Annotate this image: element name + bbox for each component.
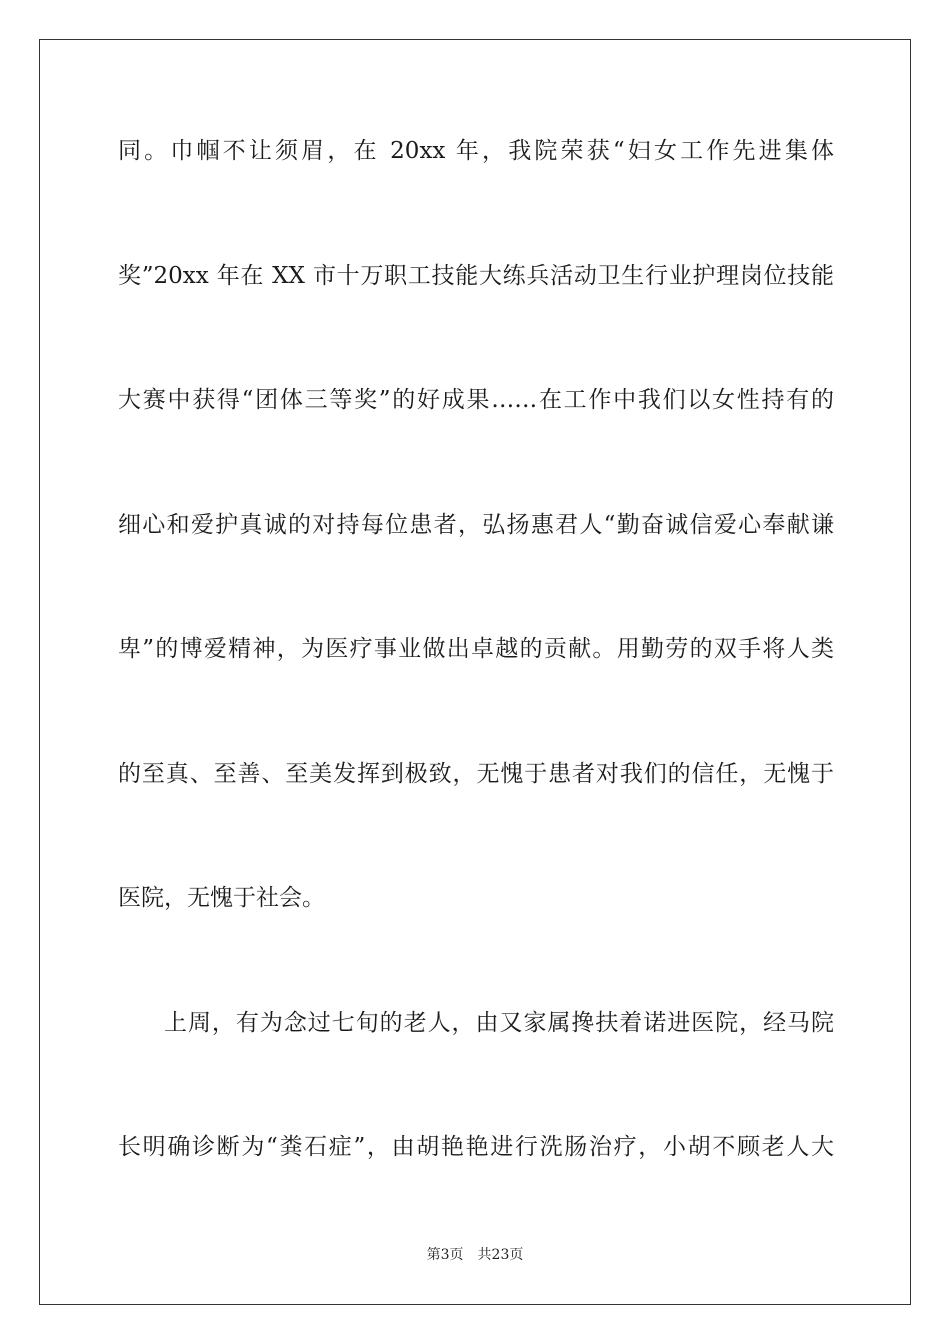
body-line-1: 同。巾帼不让须眉，在 20xx 年，我院荣获“妇女工作先进集体	[118, 138, 834, 164]
body-line-4: 细心和爱护真诚的对持每位患者，弘扬惠君人“勤奋诚信爱心奉献谦	[118, 512, 834, 538]
body-line-3: 大赛中获得“团体三等奖”的好成果……在工作中我们以女性持有的	[118, 387, 834, 413]
body-line-5: 卑”的博爱精神，为医疗事业做出卓越的贡献。用勤劳的双手将人类	[118, 636, 834, 662]
page-border	[39, 39, 911, 1305]
body-line-9: 长明确诊断为“粪石症”，由胡艳艳进行洗肠治疗，小胡不顾老人大	[118, 1134, 834, 1160]
total-pages-label: 共23页	[477, 1247, 524, 1263]
page-footer	[0, 1246, 950, 1264]
body-line-2: 奖”20xx 年在 XX 市十万职工技能大练兵活动卫生行业护理岗位技能	[118, 263, 834, 289]
current-page-label: 第3页	[426, 1247, 464, 1263]
body-line-6: 的至真、至善、至美发挥到极致，无愧于患者对我们的信任，无愧于	[118, 761, 834, 787]
body-line-8: 上周，有为念过七旬的老人，由又家属搀扶着诺进医院，经马院	[164, 1010, 834, 1036]
body-line-7: 医院，无愧于社会。	[118, 885, 325, 911]
